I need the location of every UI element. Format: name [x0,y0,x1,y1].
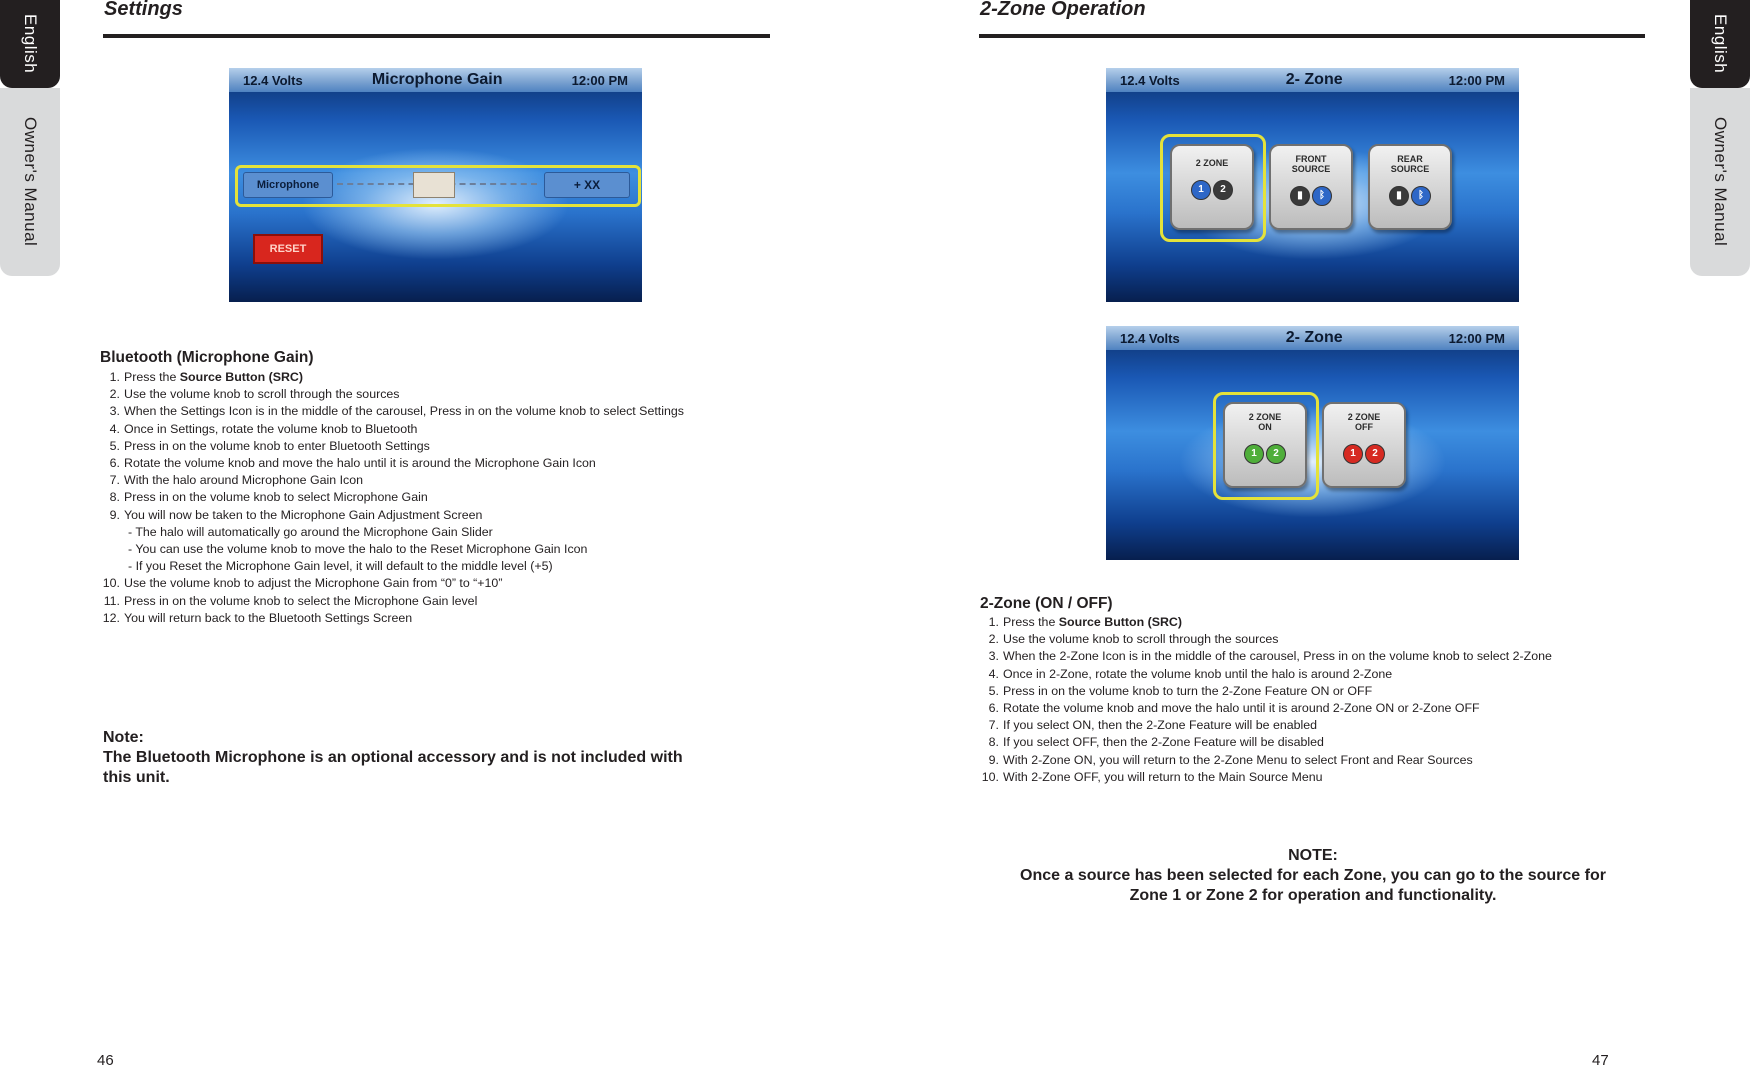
step-number: 8. [109,490,120,505]
step-text-main: Press in on the volume knob to turn the 2-Zone Feature ON or OFF [1003,683,1373,698]
step-text [1003,631,1279,648]
step-item [98,403,778,420]
step-text-main: Press in on the volume knob to select Microphone Gain [124,490,428,505]
tab-english-label: English [1711,14,1730,74]
note-bluetooth-mic [103,728,763,788]
step-text [124,369,303,386]
note-label: Note: [103,729,144,746]
volts-readout: 12.4 Volts [1120,72,1180,88]
two-zone-menu-screen [1106,68,1519,302]
step-number: 12. [102,610,120,625]
rear-source-label-2: SOURCE [1390,164,1430,174]
substep-item: - You can use the volume knob to move the halo to the Reset Microphone Gain Icon [128,542,588,557]
step-text-main: With the halo around Microphone Gain Icon [124,473,364,488]
step-list-continued [98,575,778,627]
step-text-emphasis: Source Button (SRC) [179,370,304,384]
step-number: 10. [981,769,999,784]
step-number: 7. [109,473,120,488]
step-item [98,575,778,592]
step-text [1003,666,1392,683]
tab-owners-manual-label: Owner's Manual [21,117,40,247]
step-text [124,472,363,489]
bluetooth-icon: ᛒ [1312,186,1332,206]
step-text-main: When the 2-Zone Icon is in the middle of the carousel, Press in on the volume knob to select 2-Zone [1003,649,1552,664]
step-text [1003,752,1473,769]
step-text [124,610,412,627]
step-text [124,593,477,610]
step-text [124,575,502,592]
step-number: 3. [109,404,120,419]
step-item [98,507,778,524]
screen-title: 2- Zone [1285,329,1343,346]
step-text [124,507,482,524]
step-text-main: Press the [124,370,180,384]
step-number: 6. [109,456,120,471]
step-item [98,593,778,610]
clock-readout: 12:00 PM [571,72,628,88]
phone-icon: ▮ [1389,186,1409,206]
screen-title: Microphone Gain [371,71,503,88]
page-number-left: 46 [97,1052,114,1069]
two-zone-off-label-2: OFF [1355,422,1373,432]
steps-bluetooth [98,369,778,627]
step-item [98,610,778,627]
note-line-1: Once a source has been selected for each Zone, you can go to the source for [1020,867,1606,884]
tab-owners-manual-left [0,88,60,276]
step-text-main: Rotate the volume knob and move the halo until it is around the Microphone Gain Icon [124,456,596,471]
step-text [124,455,596,472]
front-source-button[interactable] [1269,144,1353,230]
rear-source-button[interactable] [1368,144,1452,230]
steps-2-zone [977,614,1657,786]
step-text [1003,700,1480,717]
two-zone-off-button[interactable] [1322,402,1406,488]
step-number: 9. [109,507,120,522]
screen-top-bar [229,68,642,92]
clock-readout: 12:00 PM [1448,72,1505,88]
bluetooth-icon: ᛒ [1411,186,1431,206]
step-text-main: If you select OFF, then the 2-Zone Feature will be disabled [1003,735,1324,750]
step-text-main: Once in 2-Zone, rotate the volume knob until the halo is around 2-Zone [1003,666,1393,681]
two-zone-on-label-2: ON [1258,422,1272,432]
front-source-label-1: FRONT [1295,154,1327,164]
front-source-label-2: SOURCE [1291,164,1331,174]
step-item [977,683,1657,700]
microphone-slider-knob[interactable] [413,172,455,198]
section-rule [979,34,1645,38]
step-item [977,769,1657,786]
two-zone-on-off-screen [1106,326,1519,560]
two-zone-on-button[interactable] [1223,402,1307,488]
section-title-settings: Settings [104,0,183,20]
step-number: 9. [988,752,999,767]
step-item [98,386,778,403]
step-text-main: Press in on the volume knob to select the Microphone Gain level [124,593,478,608]
note-line-2: Zone 1 or Zone 2 for operation and functionality. [1129,887,1497,904]
microphone-gain-value: + XX [544,172,630,198]
note-2-zone [980,846,1646,906]
step-item [98,455,778,472]
heading-bluetooth-mic-gain: Bluetooth (Microphone Gain) [100,349,314,366]
step-item [977,666,1657,683]
tab-english-left [0,0,60,88]
step-item [977,717,1657,734]
clock-readout: 12:00 PM [1448,330,1505,346]
step-text [124,386,400,403]
step-text-main: If you select ON, then the 2-Zone Feature will be enabled [1003,718,1318,733]
step-text-main: When the Settings Icon is in the middle of the carousel, Press in on the volume knob to select Settings [124,404,684,419]
tab-english-label: English [21,14,40,74]
step-item [977,700,1657,717]
tab-owners-manual-right [1690,88,1750,276]
page-number-right: 47 [1592,1052,1609,1069]
step-text [1003,769,1323,786]
two-zone-off-label-1: 2 ZONE [1347,412,1381,422]
step-text [1003,614,1182,631]
step-number: 1. [988,615,999,629]
step-text-main: Use the volume knob to scroll through the sources [1003,632,1279,647]
section-rule [103,34,770,38]
step-text [124,403,684,420]
step-text-emphasis: Source Button (SRC) [1058,615,1183,629]
step-number: 4. [109,421,120,436]
step-item [98,369,778,386]
step-text-main: Rotate the volume knob and move the halo until it is around 2-Zone ON or 2-Zone OFF [1003,701,1480,716]
note-text: The Bluetooth Microphone is an optional accessory and is not included with [103,749,683,766]
step-item [977,631,1657,648]
step-number: 6. [988,701,999,716]
step-text-main: You will return back to the Bluetooth Settings Screen [124,610,413,625]
step-item [977,648,1657,665]
phone-icon: ▮ [1290,186,1310,206]
step-number: 5. [988,683,999,698]
zone-1-icon: 1 [1343,444,1363,464]
step-item [98,472,778,489]
step-number: 1. [109,370,120,384]
step-text [124,438,430,455]
step-item [98,489,778,506]
step-number: 8. [988,735,999,750]
step-text [1003,648,1552,665]
step-text [124,421,417,438]
step-text-main: Press in on the volume knob to enter Bluetooth Settings [124,438,430,453]
step-number: 2. [109,387,120,402]
step-item [98,438,778,455]
step-number: 4. [988,666,999,681]
substep-item: - If you Reset the Microphone Gain level, it will default to the middle level (+5) [128,559,553,574]
step-list [977,614,1657,786]
zone-2-icon: 2 [1213,180,1233,200]
reset-button[interactable]: RESET [253,234,323,264]
two-zone-on-label-1: 2 ZONE [1248,412,1282,422]
volts-readout: 12.4 Volts [1120,330,1180,346]
zone-2-icon: 2 [1266,444,1286,464]
step-text-main: Use the volume knob to scroll through the sources [124,387,400,402]
step-text-main: Use the volume knob to adjust the Microphone Gain from “0” to “+10” [124,576,503,591]
two-zone-button[interactable] [1170,144,1254,230]
step-item [977,752,1657,769]
step-item [977,614,1657,631]
step-text [1003,734,1324,751]
step-text-main: You will now be taken to the Microphone Gain Adjustment Screen [124,507,483,522]
step-text [1003,717,1317,734]
note-label: NOTE: [1288,847,1338,864]
step-number: 7. [988,718,999,733]
step-text-main: Once in Settings, rotate the volume knob to Bluetooth [124,421,418,436]
step-number: 10. [102,576,120,591]
step-item [98,421,778,438]
step-item [977,734,1657,751]
step-text [124,489,428,506]
tab-owners-manual-label: Owner's Manual [1711,117,1730,247]
section-title-2-zone: 2-Zone Operation [980,0,1146,20]
heading-2-zone-on-off: 2-Zone (ON / OFF) [980,595,1113,612]
zone-1-icon: 1 [1244,444,1264,464]
step-text-main: With 2-Zone OFF, you will return to the Main Source Menu [1003,769,1323,784]
step-text-main: With 2-Zone ON, you will return to the 2-Zone Menu to select Front and Rear Sources [1003,752,1473,767]
note-text-continued: this unit. [103,769,170,786]
step-number: 3. [988,649,999,664]
microphone-label: Microphone [243,172,333,198]
step-list [98,369,778,524]
screen-top-bar [1106,326,1519,350]
step-text [1003,683,1372,700]
zone-1-icon: 1 [1191,180,1211,200]
zone-2-icon: 2 [1365,444,1385,464]
volts-readout: 12.4 Volts [243,72,303,88]
step-number: 5. [109,438,120,453]
step-number: 11. [103,593,120,608]
substep-item: - The halo will automatically go around the Microphone Gain Slider [128,524,493,539]
tab-english-right [1690,0,1750,88]
rear-source-label-1: REAR [1397,154,1423,164]
screen-top-bar [1106,68,1519,92]
step-text-main: Press the [1003,615,1059,629]
step-number: 2. [988,632,999,647]
substep-list [98,524,778,576]
screen-title: 2- Zone [1285,71,1343,88]
microphone-gain-screen [229,68,642,302]
two-zone-button-label: 2 ZONE [1195,158,1229,168]
